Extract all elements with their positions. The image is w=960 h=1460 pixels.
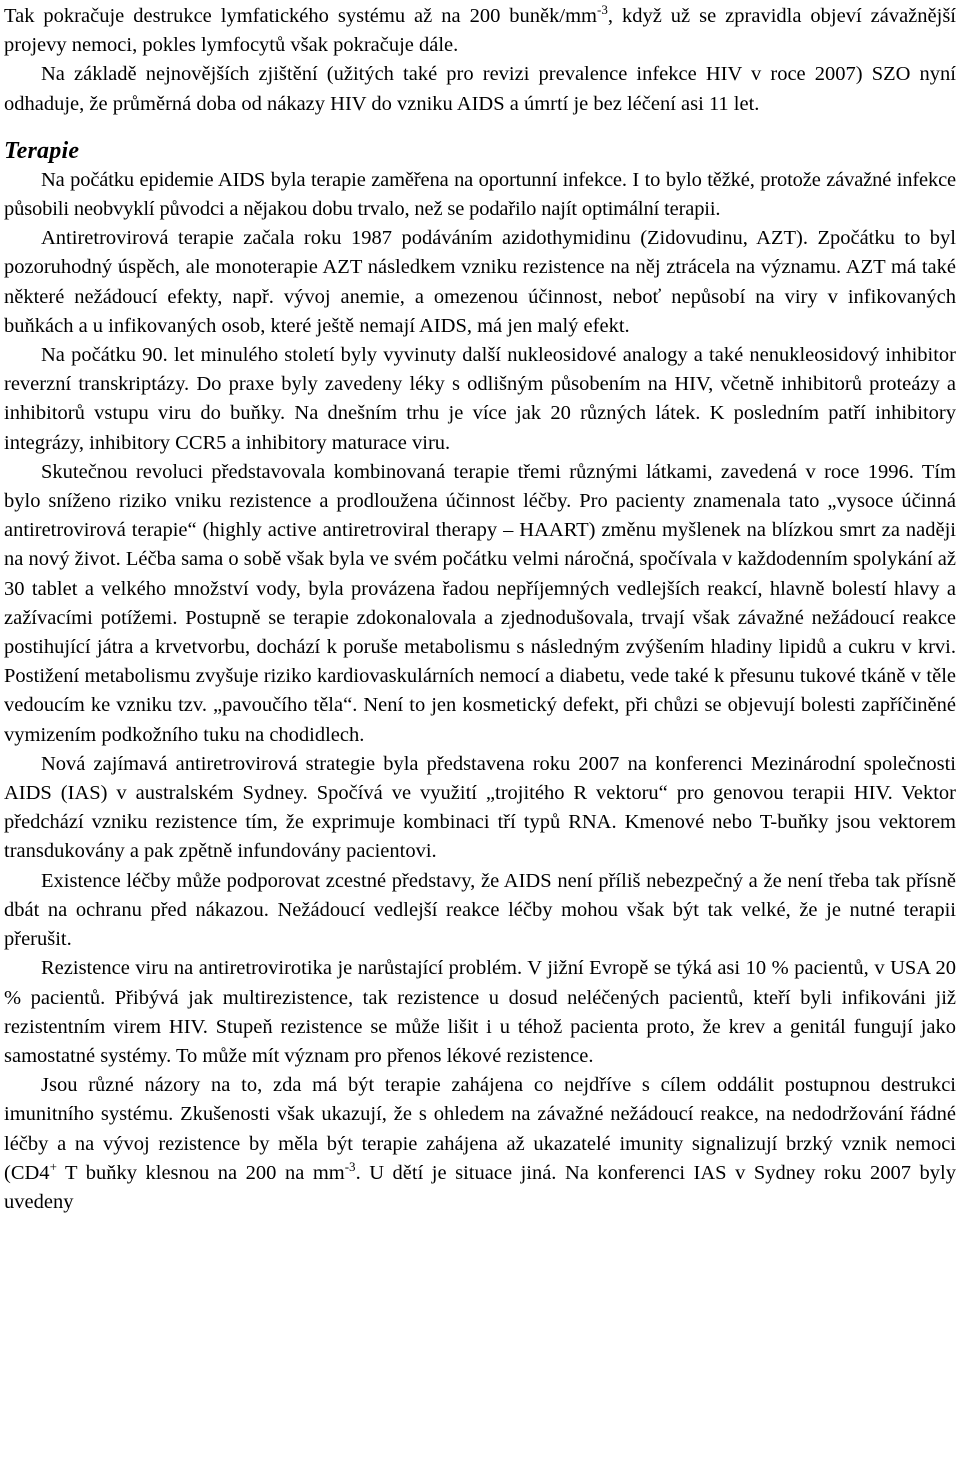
intro-text-a: Tak pokračuje destrukce lymfatického systému až na 200 buněk/mm [4, 5, 597, 27]
s8-text-c: . U dětí je situace jiná. Na konferenci IAS v Sydney roku 2007 byly uvedeny [4, 1161, 956, 1213]
paragraph-existence-lecby: Existence léčby může podporovat zcestné představy, že AIDS není příliš nebezpečný a že není třeba tak přísně dbát na ochranu před nákazou. Nežádoucí vedlejší reakce léčby mohou však být tak velké, že je nutné terapii přerušit. [4, 869, 956, 951]
paragraph-90-leta: Na počátku 90. let minulého století byly vyvinuty další nukleosidové analogy a také nenukleosidový inhibitor reverzní transkriptázy. Do praxe byly zavedeny léky s odlišným působením na HIV, včetně inhibitorů proteázy a inhibitorů vstupu viru do buňky. Na dnešním trhu je více jak 20 různých látek. K posledním patří inhibitory integrázy, inhibitory CCR5 a inhibitory maturace viru. [4, 344, 956, 454]
intro-paragraph-1 [4, 2, 956, 60]
paragraph-rezistence: Rezistence viru na antiretrovirotika je narůstající problém. V jižní Evropě se týká asi 10 % pacientů, v USA 20 % pacientů. Přibývá jak multirezistence, tak rezistence u dosud neléčených pacientů, kteří byli infikováni již rezistentním virem HIV. Stupeň rezistence se může lišit i u téhož pacienta proto, že krev a genitál fungují jako samostatné systémy. To může mít význam pro přenos lékové rezistence. [4, 957, 956, 1067]
paragraph-trojity-r-vektor: Nová zajímavá antiretrovirová strategie byla představena roku 2007 na konferenci Mezinárodní společnosti AIDS (IAS) v australském Sydney. Spočívá ve využití „trojitého R vektoru“ pro genovou terapii HIV. Vektor předchází vzniku rezistence tím, že exprimuje kombinaci tří typů RNA. Kmenové nebo T-buňky jsou vektorem transdukovány a pak zpětně infundovány pacientovi. [4, 752, 956, 863]
intro-superscript: -3 [597, 2, 608, 18]
section-heading: Terapie [4, 137, 80, 164]
s8-superscript-plus: + [49, 1158, 57, 1174]
s8-text-a: Jsou různé názory na to, zda má být terapie zahájena co nejdříve s cílem oddálit postupnou destrukci imunitního systému. Zkušenosti však ukazují, že s ohledem na závažné nežádoucí reakce, na nedodržování řádné léčby a na vývoj rezistence by měla být terapie zahájena až ukazatelé imunity signalizují brzký vznik nemoci (CD4 [4, 1074, 956, 1184]
intro-paragraph-2: Na základě nejnovějších zjištění (užitých také pro revizi prevalence infekce HIV v roce 2007) SZO nyní odhaduje, že průměrná doba od nákazy HIV do vzniku AIDS a úmrtí je bez léčení asi 11 let. [4, 63, 956, 115]
s8-superscript-minus3: -3 [344, 1158, 356, 1174]
intro-text-b: , když už se zpravidla objeví závažnější projevy nemoci, pokles lymfocytů však pokračuje dále. [4, 5, 956, 57]
paragraph-zahajeni-terapie [4, 1071, 956, 1217]
s8-text-b: T buňky klesnou na 200 na mm [56, 1161, 345, 1184]
paragraph-azt: Antiretrovirová terapie začala roku 1987 podáváním azidothymidinu (Zidovudinu, AZT). Zpočátku to byl pozoruhodný úspěch, ale monoterapie AZT následkem vzniku rezistence na něj ztrácela na významu. AZT má také některé nežádoucí efekty, např. vývoj anemie, a omezenou účinnost, neboť nepůsobí na viry v infikovaných buňkách a u infikovaných osob, které ještě nemají AIDS, má jen malý efekt. [4, 227, 956, 337]
paragraph-haart: Skutečnou revoluci představovala kombinovaná terapie třemi různými látkami, zavedená v roce 1996. Tím bylo sníženo riziko vniku rezistence a prodloužena účinnost léčby. Pro pacienty znamenala tato „vysoce účinná antiretrovirová terapie“ (highly active antiretroviral therapy – HAART) změnu myšlenek na blízkou smrt za naději na nový život. Léčba sama o sobě však byla ve svém počátku velmi náročná, spočívala v každodenním spolykání až 30 tablet a velkého množství vody, byla provázena řadou nepříjemných vedlejších reakcí, hlavně bolestí hlavy a zažívacími potížemi. Postupně se terapie zdokonalovala a zjednodušovala, trvají však závažné nežádoucí reakce postihující játra a krvetvorbu, dochází k poruše metabolismu s následným zvýšením hladiny lipidů a cukru v krvi. Postižení metabolismu zvyšuje riziko kardiovaskulárních nemocí a diabetu, vede také k přesunu tukové tkáně v těle vedoucím ke vzniku tzv. „pavoučího těla“. Není to jen kosmetický defekt, při chůzi se objevují bolesti zapříčiněné vymizením podkožního tuku na chodidlech. [4, 460, 956, 746]
paragraph-oportunni-infekce: Na počátku epidemie AIDS byla terapie zaměřena na oportunní infekce. I to bylo těžké, protože závažné infekce působili neobvyklí původci a nějakou dobu trvalo, než se podařilo najít optimální terapii. [4, 168, 956, 221]
